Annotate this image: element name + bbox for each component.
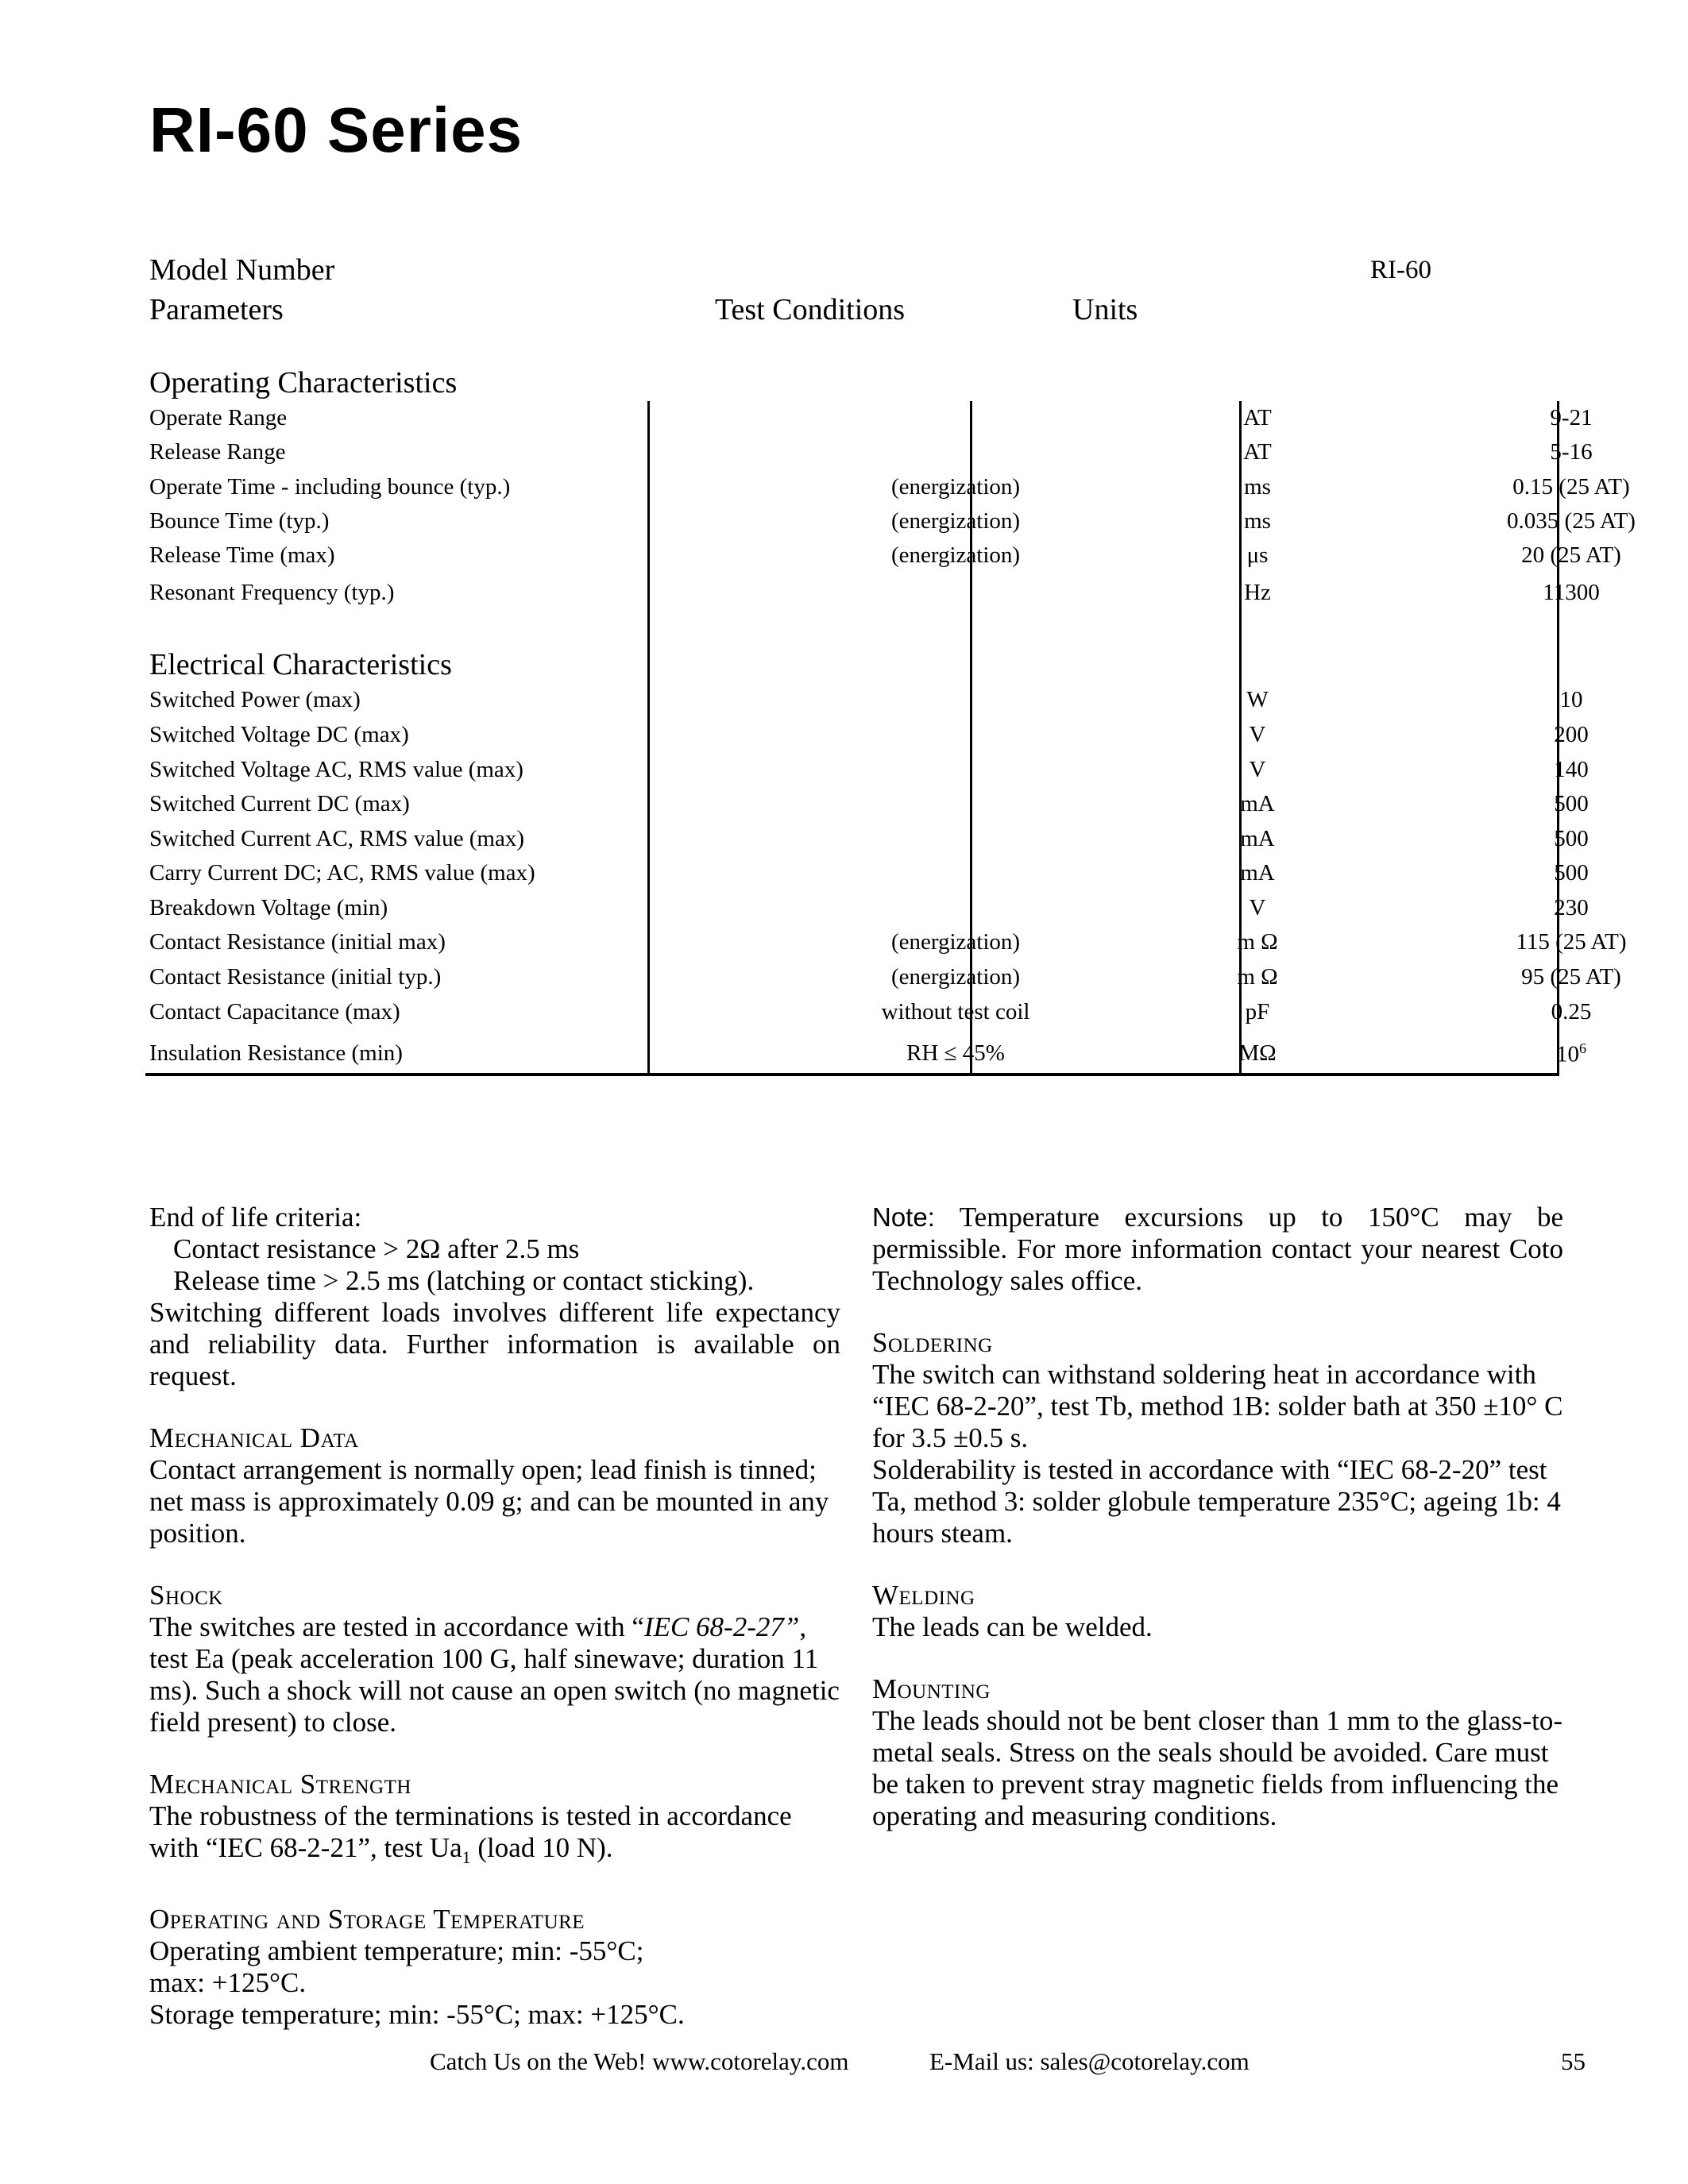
param-cell: Contact Capacitance (max) bbox=[149, 999, 400, 1024]
unit-cell: AT bbox=[1243, 405, 1272, 430]
unit-cell: W bbox=[1246, 687, 1269, 712]
value-cell: 500 bbox=[1554, 860, 1589, 886]
mechanical-strength-body-end: (load 10 N). bbox=[470, 1832, 613, 1863]
shock-body-italic: IEC 68-2-27” bbox=[643, 1611, 800, 1642]
table-row bbox=[149, 722, 1589, 754]
unit-cell: ms bbox=[1244, 474, 1271, 500]
shock-section bbox=[149, 1580, 840, 1738]
value-cell: 200 bbox=[1554, 722, 1589, 747]
welding-body: The leads can be welded. bbox=[872, 1611, 1153, 1642]
table-row bbox=[149, 757, 1589, 789]
end-of-life-heading: End of life criteria: bbox=[149, 1202, 362, 1233]
soldering-para-1: The switch can withstand soldering heat in accordance with “IEC 68-2-20”, test Tb, method 1B: solder bath at 350 ±10° C for 3.5 ±0.5 s. bbox=[872, 1359, 1563, 1453]
shock-heading: Shock bbox=[149, 1580, 223, 1611]
param-cell: Switched Voltage DC (max) bbox=[149, 722, 409, 747]
welding-heading: Welding bbox=[872, 1580, 975, 1611]
param-cell: Switched Current DC (max) bbox=[149, 791, 410, 816]
temperature-line-3: Storage temperature; min: -55°C; max: +125°C. bbox=[149, 1999, 685, 2030]
value-cell: 230 bbox=[1554, 895, 1589, 920]
param-cell: Operate Range bbox=[149, 405, 288, 430]
value-cell: 95 (25 AT) bbox=[1521, 964, 1621, 990]
table-row bbox=[149, 860, 1589, 892]
condition-cell: without test coil bbox=[881, 999, 1030, 1024]
table-row bbox=[149, 1040, 1586, 1072]
table-row bbox=[149, 580, 1600, 612]
unit-cell: V bbox=[1249, 757, 1266, 782]
note-section bbox=[872, 1202, 1563, 1297]
unit-cell: V bbox=[1249, 722, 1266, 747]
unit-cell: Hz bbox=[1244, 580, 1271, 605]
shock-body-end: , test Ea (peak acceleration 100 G, half sinewave; duration 11 ms). Such a shock will not cause an open switch (no magnetic field present) to close. bbox=[149, 1611, 840, 1738]
table-row bbox=[149, 508, 1636, 540]
temperature-heading: Operating and Storage Temperature bbox=[149, 1904, 585, 1935]
temperature-line-1: Operating ambient temperature; min: -55°C; bbox=[149, 1935, 644, 1966]
value-cell: 0.25 bbox=[1551, 999, 1592, 1024]
mechanical-strength-heading: Mechanical Strength bbox=[149, 1769, 411, 1800]
page-title: RI-60 Series bbox=[149, 95, 523, 165]
param-cell: Switched Voltage AC, RMS value (max) bbox=[149, 757, 523, 782]
value-cell: 115 (25 AT) bbox=[1516, 929, 1627, 955]
condition-cell: (energization) bbox=[890, 929, 1021, 955]
value-cell: 500 bbox=[1554, 826, 1589, 851]
condition-cell: (energization) bbox=[890, 474, 1021, 500]
value-cell: 20 (25 AT) bbox=[1521, 542, 1621, 568]
welding-section bbox=[872, 1580, 1563, 1643]
model-number-label: Model Number bbox=[149, 253, 335, 287]
unit-cell: mA bbox=[1240, 826, 1275, 851]
electrical-characteristics-heading: Electrical Characteristics bbox=[149, 648, 452, 681]
shock-body bbox=[149, 1611, 840, 1738]
mechanical-data-section bbox=[149, 1422, 840, 1549]
operating-characteristics-heading: Operating Characteristics bbox=[149, 366, 458, 399]
mounting-heading: Mounting bbox=[872, 1673, 991, 1704]
unit-cell: pF bbox=[1245, 999, 1270, 1024]
soldering-para-2: Solderability is tested in accordance with “IEC 68-2-20” test Ta, method 3: solder globule temperature 235°C; ageing 1b: 4 hours steam. bbox=[872, 1454, 1561, 1549]
param-cell: Release Time (max) bbox=[149, 542, 335, 568]
table-row bbox=[149, 791, 1589, 823]
units-label: Units bbox=[1072, 293, 1138, 326]
unit-cell: μs bbox=[1246, 542, 1269, 568]
value-cell: 5-16 bbox=[1550, 439, 1593, 465]
mechanical-strength-subscript: 1 bbox=[462, 1847, 471, 1867]
mechanical-strength-body-start: The robustness of the terminations is tested in accordance with “IEC 68-2-21”, test Ua bbox=[149, 1800, 792, 1863]
table-row bbox=[149, 826, 1589, 858]
test-conditions-label: Test Conditions bbox=[715, 293, 906, 326]
param-cell: Bounce Time (typ.) bbox=[149, 508, 330, 534]
value-exponent: 6 bbox=[1579, 1040, 1586, 1056]
note-label: Note: bbox=[872, 1202, 935, 1232]
page-number: 55 bbox=[1561, 2047, 1586, 2075]
param-cell: Switched Power (max) bbox=[149, 687, 361, 712]
value-cell: 140 bbox=[1554, 757, 1589, 782]
param-cell: Carry Current DC; AC, RMS value (max) bbox=[149, 860, 535, 886]
param-cell: Release Range bbox=[149, 439, 286, 465]
unit-cell: MΩ bbox=[1238, 1040, 1277, 1066]
model-value: RI-60 bbox=[1370, 256, 1431, 284]
note-text: Temperature excursions up to 150°C may be permissible. For more information contact your nearest Coto Technology sales office. bbox=[872, 1202, 1563, 1296]
end-of-life-line-1: Contact resistance > 2Ω after 2.5 ms bbox=[173, 1233, 580, 1264]
table-row bbox=[149, 474, 1630, 506]
left-text-column bbox=[149, 1202, 840, 2061]
end-of-life-line-2: Release time > 2.5 ms (latching or contact sticking). bbox=[173, 1265, 755, 1296]
unit-cell: mA bbox=[1240, 860, 1275, 886]
unit-cell: V bbox=[1249, 895, 1266, 920]
value-cell: 0.035 (25 AT) bbox=[1507, 508, 1636, 534]
unit-cell: m Ω bbox=[1237, 964, 1278, 990]
soldering-heading: Soldering bbox=[872, 1327, 993, 1358]
param-cell: Contact Resistance (initial typ.) bbox=[149, 964, 442, 990]
table-row bbox=[149, 687, 1583, 719]
footer-email-link[interactable]: E-Mail us: sales@cotorelay.com bbox=[929, 2047, 1250, 2075]
note-body bbox=[872, 1202, 1563, 1297]
unit-cell: ms bbox=[1244, 508, 1271, 534]
mounting-section bbox=[872, 1673, 1563, 1832]
value-cell: 500 bbox=[1554, 791, 1589, 816]
temperature-line-2: max: +125°C. bbox=[149, 1967, 307, 1998]
table-row bbox=[149, 895, 1589, 927]
value-cell: 0.15 (25 AT) bbox=[1512, 474, 1630, 500]
param-cell: Insulation Resistance (min) bbox=[149, 1040, 403, 1066]
footer-web-link[interactable]: Catch Us on the Web! www.cotorelay.com bbox=[430, 2047, 849, 2075]
condition-cell: (energization) bbox=[890, 542, 1021, 568]
condition-cell: (energization) bbox=[890, 964, 1021, 990]
table-bottom-rule bbox=[145, 1073, 1559, 1076]
mechanical-data-body: Contact arrangement is normally open; lead finish is tinned; net mass is approximately 0.09 g; and can be mounted in any position. bbox=[149, 1454, 829, 1549]
table-row bbox=[149, 999, 1592, 1031]
shock-body-start: The switches are tested in accordance with “ bbox=[149, 1611, 644, 1642]
value-cell: 10 bbox=[1559, 687, 1583, 712]
condition-cell: RH ≤ 45% bbox=[906, 1040, 1005, 1066]
table-row bbox=[149, 439, 1593, 471]
end-of-life-body: Switching different loads involves different life expectancy and reliability data. Further information is available on request. bbox=[149, 1297, 840, 1391]
value-cell: 9-21 bbox=[1550, 405, 1593, 430]
condition-cell: (energization) bbox=[890, 508, 1021, 534]
param-cell: Contact Resistance (initial max) bbox=[149, 929, 446, 955]
mechanical-strength-body bbox=[149, 1800, 840, 1873]
value-base: 10 bbox=[1556, 1041, 1579, 1067]
soldering-section bbox=[872, 1327, 1563, 1549]
table-row bbox=[149, 405, 1593, 437]
parameters-label: Parameters bbox=[149, 293, 284, 326]
value-cell bbox=[1412, 1040, 1688, 1068]
table-row bbox=[149, 929, 1627, 961]
mechanical-data-heading: Mechanical Data bbox=[149, 1422, 359, 1453]
param-cell: Resonant Frequency (typ.) bbox=[149, 580, 395, 605]
right-text-column bbox=[872, 1202, 1563, 1862]
table-row bbox=[149, 964, 1621, 996]
end-of-life-section bbox=[149, 1202, 840, 1392]
unit-cell: m Ω bbox=[1237, 929, 1278, 955]
mechanical-strength-section bbox=[149, 1769, 840, 1873]
temperature-section bbox=[149, 1904, 840, 2031]
unit-cell: AT bbox=[1243, 439, 1272, 465]
param-cell: Breakdown Voltage (min) bbox=[149, 895, 388, 920]
mounting-body: The leads should not be bent closer than 1 mm to the glass-to-metal seals. Stress on the seals should be avoided. Care must be taken to prevent stray magnetic fields from influencing the operating and measuring conditions. bbox=[872, 1705, 1562, 1831]
unit-cell: mA bbox=[1240, 791, 1275, 816]
param-cell: Operate Time - including bounce (typ.) bbox=[149, 474, 511, 500]
value-cell: 11300 bbox=[1543, 580, 1600, 605]
table-row bbox=[149, 542, 1621, 574]
param-cell: Switched Current AC, RMS value (max) bbox=[149, 826, 525, 851]
